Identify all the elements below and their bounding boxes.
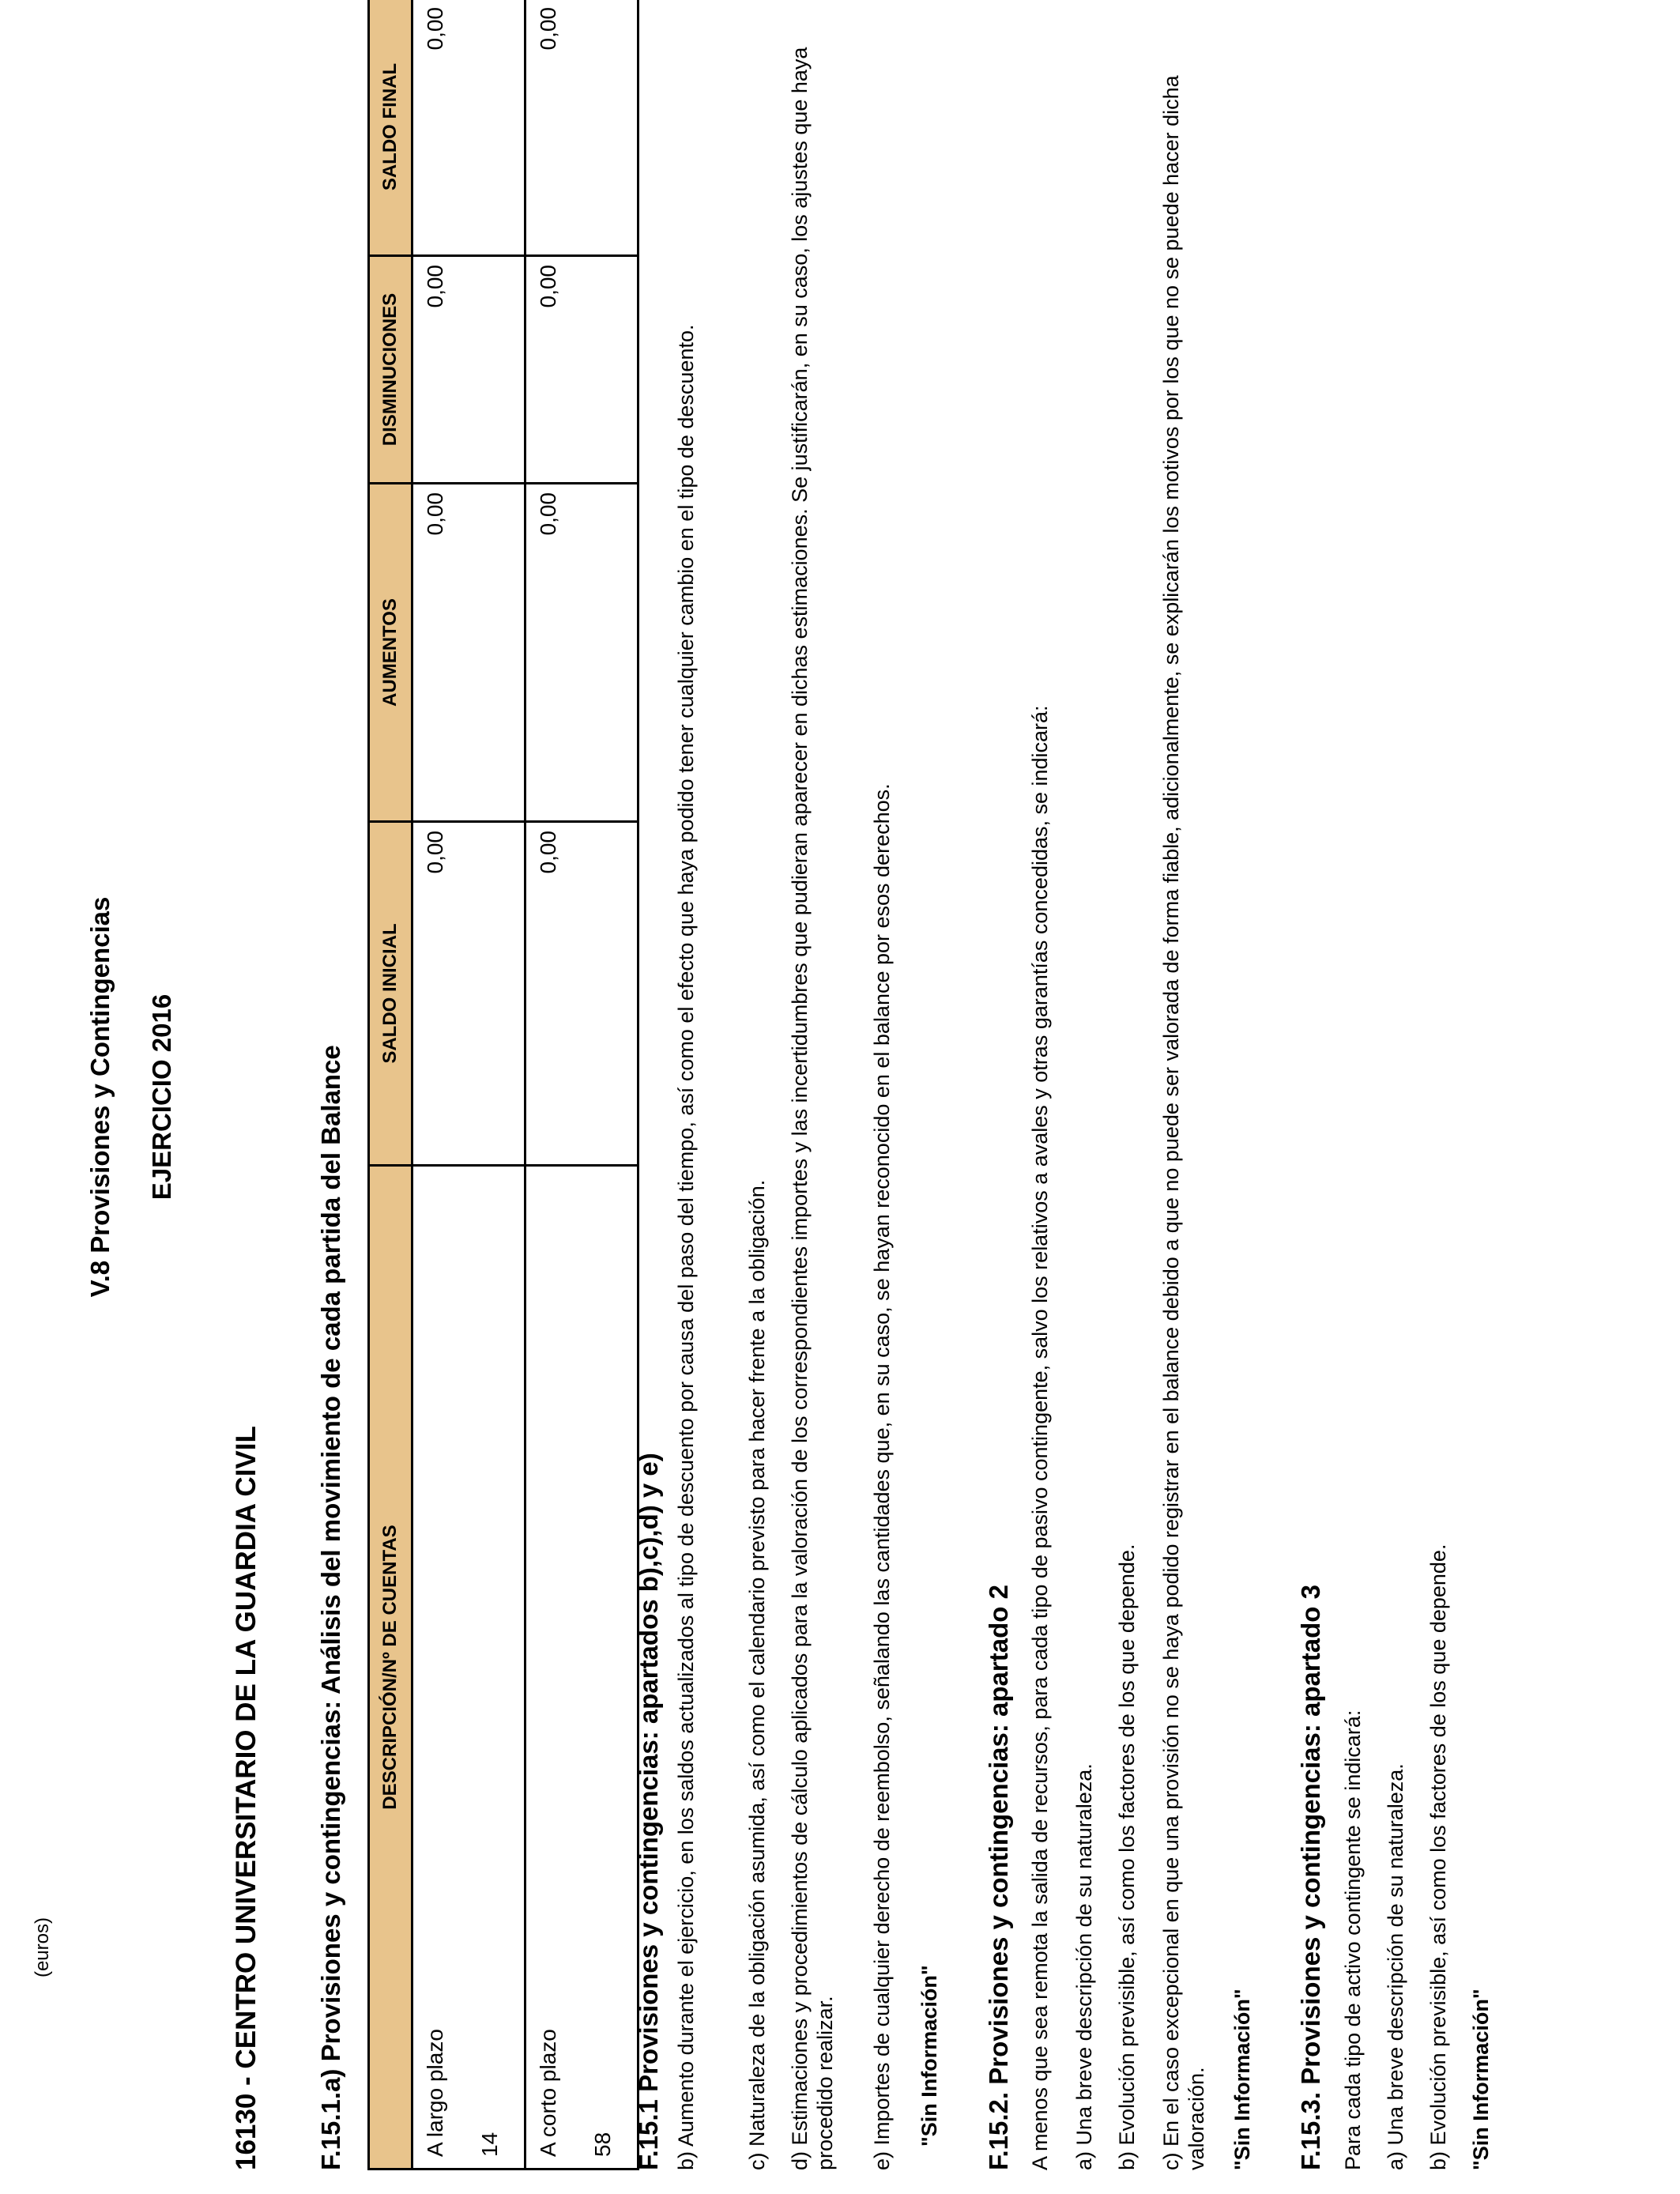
section-f152-title: F.15.2. Provisiones y contingencias: apartado 2	[984, 1585, 1013, 2170]
f153-item-a: a) Una breve descripción de su naturaleza.	[1384, 1763, 1407, 2170]
cell-saldo-final: 0,00	[525, 0, 638, 256]
table-heading: F.15.1.a) Provisiones y contingencias: Análisis del movimiento de cada partida del Balance	[316, 1045, 345, 2170]
f153-no-info: "Sin Información"	[1469, 1989, 1493, 2170]
section-f153-title: F.15.3. Provisiones y contingencias: apartado 3	[1296, 1585, 1325, 2170]
f153-item-b: b) Evolución previsible, así como los factores de los que depende.	[1426, 1544, 1450, 2170]
cell-saldo-final: 0,00	[412, 0, 525, 256]
f152-intro: A menos que sea remota la salida de recursos, para cada tipo de pasivo contingente, salvo los relativos a avales y otras garantías concedidas, se indicará:	[1028, 705, 1052, 2170]
currency-note: (euros)	[32, 1917, 53, 1978]
row-account-code: 58	[590, 2132, 615, 2157]
entity-title: 16130 - CENTRO UNIVERSITARIO DE LA GUARDIA CIVIL	[231, 1426, 262, 2170]
row-description: A largo plazo	[423, 2029, 447, 2157]
cell-saldo-inicial: 0,00	[525, 822, 638, 1166]
row-description: A corto plazo	[536, 2029, 560, 2157]
f152-no-info: "Sin Información"	[1230, 1989, 1254, 2170]
cell-disminuciones: 0,00	[412, 256, 525, 484]
cell-aumentos: 0,00	[525, 484, 638, 822]
col-header-disminuciones: DISMINUCIONES	[369, 256, 412, 484]
cell-disminuciones: 0,00	[525, 256, 638, 484]
f151-item-e: e) Importes de cualquier derecho de reembolso, señalando las cantidades que, en su caso, se hayan reconocido en el balance por esos derechos.	[870, 783, 894, 2170]
row-description-cell	[412, 1166, 525, 2169]
movements-table	[367, 0, 639, 2170]
cell-saldo-inicial: 0,00	[412, 822, 525, 1166]
f152-item-c: c) En el caso excepcional en que una provisión no se haya podido registrar en el balance debido a que no puede ser valorada de forma fiable, adicionalmente, se explicarán los motivos por los que no se puede hacer dicha valoración.	[1159, 75, 1208, 2170]
table-row	[412, 0, 525, 2169]
cell-aumentos: 0,00	[412, 484, 525, 822]
table-header-row	[369, 0, 412, 2169]
row-description-cell	[525, 1166, 638, 2169]
col-header-saldo-inicial: SALDO INICIAL	[369, 822, 412, 1166]
exercise-year: EJERCICIO 2016	[147, 993, 176, 1201]
col-header-description: DESCRIPCIÓN/Nº DE CUENTAS	[369, 1166, 412, 2169]
section-f151-title: F.15.1 Provisiones y contingencias: apartados b),c),d) y e)	[634, 1453, 663, 2170]
page-title: V.8 Provisiones y Contingencias	[85, 896, 115, 1298]
f151-item-c: c) Naturaleza de la obligación asumida, así como el calendario previsto para hacer frente a la obligación.	[745, 1179, 769, 2170]
f153-intro: Para cada tipo de activo contingente se indicará:	[1341, 1710, 1365, 2170]
f151-item-d: d) Estimaciones y procedimientos de cálculo aplicados para la valoración de los correspondientes importes y las incertidumbres que pudieran aparecer en dichas estimaciones. Se justificarán, en su caso, los ajustes que haya procedido realizar.	[788, 47, 837, 2170]
table-row	[525, 0, 638, 2169]
row-account-code: 14	[477, 2132, 502, 2157]
col-header-aumentos: AUMENTOS	[369, 484, 412, 822]
f151-no-info: "Sin Información"	[917, 1965, 941, 2147]
f152-item-b: b) Evolución previsible, así como los factores de los que depende.	[1115, 1544, 1139, 2170]
col-header-saldo-final: SALDO FINAL	[369, 0, 412, 256]
f151-item-b: b) Aumento durante el ejercicio, en los saldos actualizados al tipo de descuento por causa del paso del tiempo, así como el efecto que haya podido tener cualquier cambio en el tipo de descuento.	[674, 324, 698, 2170]
f152-item-a: a) Una breve descripción de su naturaleza.	[1072, 1763, 1096, 2170]
